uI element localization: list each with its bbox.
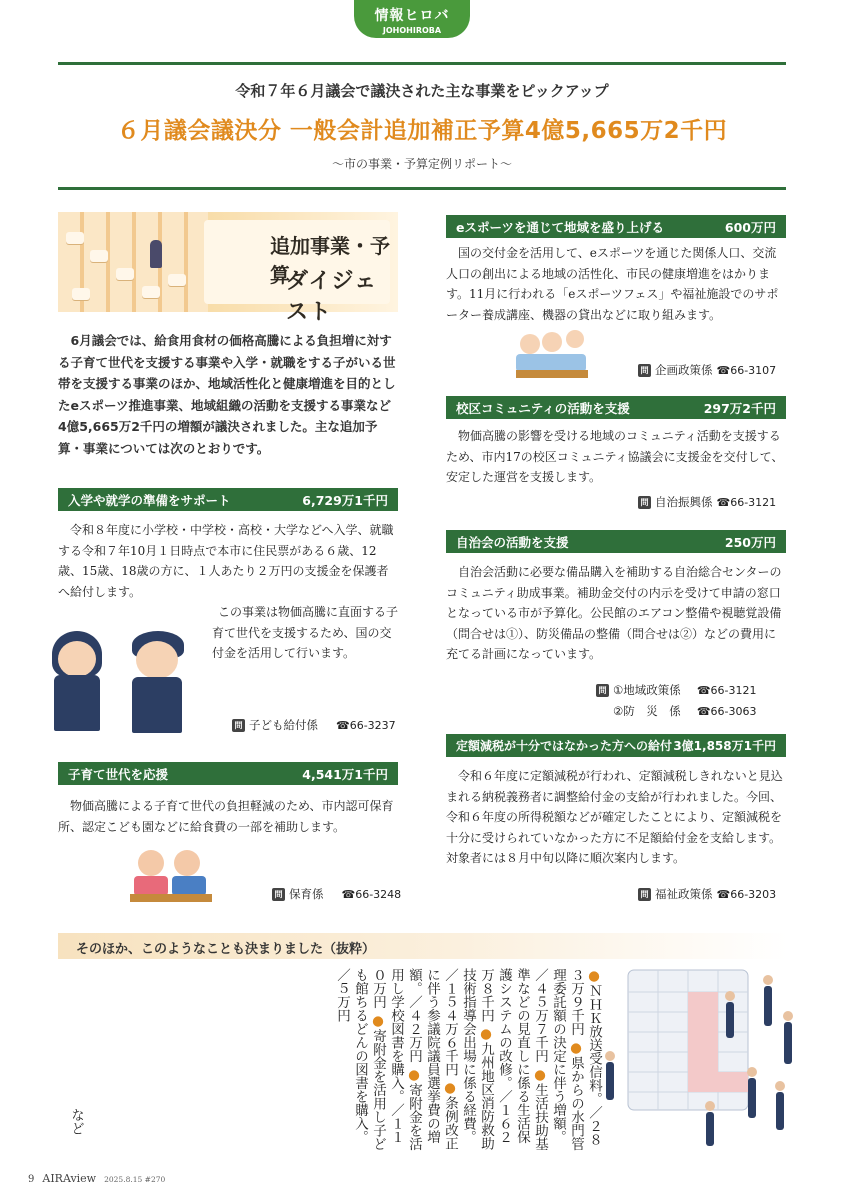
calculator-key xyxy=(90,250,108,262)
page-footer xyxy=(28,1172,165,1185)
list-item: ●生活扶助基準などの見直しに係る生活保護システムの改修。／１６２万８千円 xyxy=(478,968,548,1151)
contact-tel: ☎66-3248 xyxy=(341,887,402,901)
section-amount: 297万2千円 xyxy=(703,400,776,416)
contact-jichikai-1 xyxy=(596,682,756,698)
bullet-icon: ● xyxy=(406,1066,422,1083)
digest-title-line2: ダイジェスト xyxy=(286,269,378,325)
section-body-community: 物価高騰の影響を受ける地域のコミュニティ活動を支援するため、市内17の校区コミュニティ協議会に支援金を交付して、安定した運営を支援します。 xyxy=(446,429,784,484)
section-body2-nyugaku: この事業は物価高騰に直面する子育て世代を支援するため、国の交付金を活用して行います。 xyxy=(212,605,399,660)
list-item: ●条例改正に伴う参議院議員選挙費の増額。／４２万円 xyxy=(406,968,458,1151)
spreadsheet-illustration xyxy=(598,962,820,1152)
header-bottom-rule xyxy=(58,187,786,190)
contact-name: 企画政策係 xyxy=(655,363,713,377)
contact-tel: ☎66-3237 xyxy=(336,718,396,732)
list-item: ●ＮＨＫ放送受信料。／２８３万９千円 xyxy=(568,968,602,1146)
section-title: 校区コミュニティの活動を支援 xyxy=(456,400,630,416)
section-bar-kosodate xyxy=(58,762,398,785)
bullet-icon: ● xyxy=(532,1066,548,1083)
section-amount: 6,729万1千円 xyxy=(302,492,388,508)
digest-title-line1: 追加事業・予算 xyxy=(270,234,390,287)
section-body-teigaku: 令和６年度に定額減税が行われ、定額減税しきれないと見込まれる納税義務者に調整給付金の支給が行われました。今回、令和６年度の所得税額などが確定したことにより、定額減税を十分に受けられていなかった方に不足額給付金を支給します。対象者には８月中旬以降に順次案内します。 xyxy=(446,769,783,865)
inquiry-icon: 問 xyxy=(232,719,245,732)
contact-esports xyxy=(638,362,776,378)
page-headline: ６月議会議決分 一般会計追加補正予算4億5,665万2千円 xyxy=(116,118,728,144)
calculator-key xyxy=(66,232,84,244)
section-tab-label: 情報ヒロバ xyxy=(374,8,450,24)
section-title: 自治会の活動を支援 xyxy=(456,534,569,550)
contact-teigaku xyxy=(638,886,776,902)
contact-name: 自治振興係 xyxy=(655,495,713,509)
section-amount: 4,541万1千円 xyxy=(302,766,388,782)
inquiry-icon: 問 xyxy=(596,684,609,697)
issue-date: 2025.8.15 #270 xyxy=(104,1175,166,1184)
contact-tel: ☎66-3121 xyxy=(696,683,757,697)
section-body-esports: 国の交付金を活用して、eスポーツを通じた関係人口、交流人口の創出による地域の活性化、市民の健康増進をはかります。11月に行われる「eスポーツフェス」や福祉施設でのサポーター養成講座、機器の貸出などに取り組みます。 xyxy=(446,246,779,322)
inquiry-icon: 問 xyxy=(272,888,285,901)
section-body-jichikai: 自治会活動に必要な備品購入を補助する自治総合センターのコミュニティ助成事業。補助金交付の内示を受けて申請の窓口となっている市が予算化。公民館のエアコン整備や視聴覚設備（問合せは①）、防災備品の整備（問合せは②）などの費用に充てる計画になっています。 xyxy=(446,565,782,661)
contact-nyugaku xyxy=(232,717,396,733)
section-tab-sub: JOHOHIROBA xyxy=(382,26,442,35)
contact-community xyxy=(638,494,776,510)
other-items-list xyxy=(333,968,603,1153)
inquiry-icon: 問 xyxy=(638,364,651,377)
section-bar-esports xyxy=(446,215,786,238)
contact-name: ②防 災 係 xyxy=(613,704,681,718)
calculator-key xyxy=(116,268,134,280)
contact-tel: ☎66-3121 xyxy=(716,495,777,509)
children-eating-illustration xyxy=(130,848,220,906)
calculator-key xyxy=(142,286,160,298)
contact-jichikai-2 xyxy=(613,703,756,719)
page-number: 9 xyxy=(28,1174,35,1185)
section-title: 定額減税が十分ではなかった方への給付 xyxy=(456,739,673,753)
kicker-text: 令和７年６月議会で議決された主な事業をピックアップ xyxy=(235,82,609,100)
inquiry-icon: 問 xyxy=(638,496,651,509)
bullet-icon: ● xyxy=(442,1080,458,1097)
section-amount: 250万円 xyxy=(724,534,776,550)
page-subtitle: 〜市の事業・予算定例リポート〜 xyxy=(331,157,512,171)
magazine-name: AIRAview xyxy=(42,1172,97,1185)
mini-figure-image xyxy=(150,240,162,268)
contact-name: 保育係 xyxy=(289,887,324,901)
section-amount: 3億1,858万1千円 xyxy=(673,739,776,753)
bullet-icon: ● xyxy=(568,1039,584,1056)
bullet-icon: ● xyxy=(370,1012,386,1029)
contact-name: ①地域政策係 xyxy=(613,683,681,697)
other-tail: など xyxy=(68,1108,84,1135)
contact-kosodate xyxy=(272,886,401,902)
list-item: ●寄附金を活用し学校図書を購入。／１１０万円 xyxy=(370,968,422,1151)
bullet-icon: ● xyxy=(478,1026,494,1043)
section-body-kosodate: 物価高騰による子育て世代の負担軽減のため、市内認可保育所、認定こども園などに給食費の一部を補助します。 xyxy=(58,799,394,834)
calculator-key xyxy=(72,288,90,300)
contact-name: 子ども給付係 xyxy=(249,718,318,732)
section-bar-teigaku xyxy=(446,734,786,757)
contact-name: 福祉政策係 xyxy=(655,887,713,901)
calculator-key xyxy=(168,274,186,286)
section-amount: 600万円 xyxy=(724,219,776,235)
contact-tel: ☎66-3063 xyxy=(696,704,757,718)
intro-paragraph: 6月議会では、給食用食材の価格高騰による負担増に対する子育て世代を支援する事業や入学・就職をする子がいる世帯を支援する事業のほか、地域活性化と健康増進を目的としたeスポーツ推進事業、地域組織の活動を支援する事業など4億5,665万2千円の増額が議決されました。主な追加予算・事業については次のとおりです。 xyxy=(58,333,396,456)
list-item: ●寄附金を活用し子ども館ちるどんの図書を購入。／５万円 xyxy=(334,968,386,1151)
top-rule xyxy=(58,62,786,65)
digest-banner xyxy=(58,212,398,325)
contact-tel: ☎66-3203 xyxy=(716,887,777,901)
list-item: ●九州地区消防救助技術指導会出場に係る経費。／１５４万６千円 xyxy=(442,968,494,1151)
other-heading: そのほか、このようなことも決まりました（抜粋） xyxy=(58,933,788,959)
section-tab xyxy=(354,0,470,38)
section-bar-jichikai xyxy=(446,530,786,553)
section-bar-community xyxy=(446,396,786,419)
students-illustration xyxy=(40,625,200,735)
section-title: eスポーツを通じて地域を盛り上げる xyxy=(456,219,664,235)
section-title: 子育て世代を応援 xyxy=(68,766,169,782)
list-item: ●県からの水門管理委託額の決定に伴う増額。／４５万７千円 xyxy=(532,968,584,1151)
section-title: 入学や就学の準備をサポート xyxy=(68,492,231,508)
seniors-illustration xyxy=(516,328,590,380)
section-body-nyugaku: 令和８年度に小学校・中学校・高校・大学などへ入学、就職する令和７年10月１日時点で本市に住民票がある６歳、12歳、15歳、18歳の方に、１人あたり２万円の支援金を保護者へ給付します。 xyxy=(58,523,394,599)
inquiry-icon: 問 xyxy=(638,888,651,901)
contact-tel: ☎66-3107 xyxy=(716,363,777,377)
bullet-icon: ● xyxy=(586,968,602,984)
section-bar-nyugaku xyxy=(58,488,398,511)
